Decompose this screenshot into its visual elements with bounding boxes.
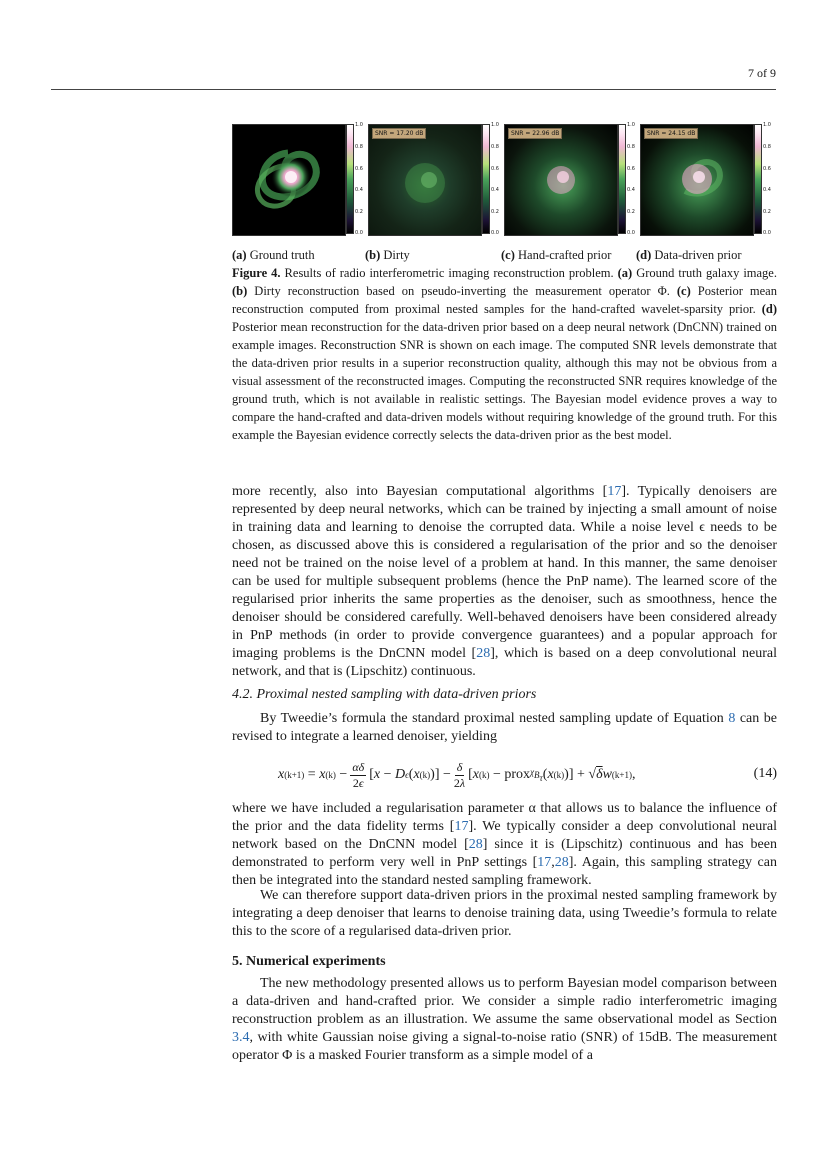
tick-label: 0.8: [355, 144, 363, 150]
colorbar: [482, 124, 490, 234]
text: The new methodology presented allows us to perform Bayesian model comparison between a data-driven and hand-crafted prior. We consider a simple radio interferometric imaging reconstruction problem as an illustration. We assume the same observational model as Section: [232, 976, 777, 1027]
paragraph-tweedie: [232, 710, 777, 746]
citation-link[interactable]: 28: [554, 855, 569, 870]
snr-badge: SNR = 22.96 dB: [508, 128, 562, 139]
page-number: 7 of 9: [748, 66, 776, 80]
tick-label: 0.8: [763, 144, 771, 150]
caption-text: Posterior mean reconstruction computed from proximal nested samples for the hand-crafted wavelet-sparsity prior.: [232, 284, 777, 316]
tick-label: 0.2: [491, 209, 499, 215]
caption-label: Figure 4.: [232, 266, 281, 280]
text: ], which is based on a deep convolutional neural network, and that is (Lipschitz) continuous.: [232, 646, 777, 679]
text: We can therefore support data-driven priors in the proximal nested sampling framework by integrating a deep denoiser that learns to denoise training data, using Tweedie’s formula to relate this to the score of a regularised data-driven prior.: [232, 888, 777, 939]
citation-link[interactable]: 17: [537, 855, 552, 870]
citation-link[interactable]: 28: [476, 646, 491, 661]
caption-ref: (b): [232, 284, 248, 298]
text: can be revised to integrate a learned denoiser, yielding: [232, 711, 777, 744]
subcaption-text: Dirty: [380, 248, 410, 262]
equation-number: (14): [753, 766, 777, 781]
subcaption-tag: (d): [636, 248, 652, 262]
figure-4: [232, 120, 777, 240]
galaxy-image-dirty: [368, 124, 482, 236]
galaxy-image-hand-crafted: [504, 124, 618, 236]
equation-14: [232, 755, 777, 795]
section-link[interactable]: 3.4: [232, 1030, 250, 1045]
equation-body: x (k+1) = x (k) − $\frac{\alpha\delta}{2\epsilon}$ [ x − D ϵ ( x (k) )] − $\frac{\delta}{2\lambda}$ [ x (k) − prox $\chi_{B_\tau}$ ( x (k) )] + √ δ w (k+1) ,: [278, 759, 636, 790]
subsection-heading: 4.2. Proximal nested sampling with data-driven priors: [232, 687, 537, 702]
caption-text: Dirty reconstruction based on pseudo-inverting the measurement operator Φ.: [247, 284, 677, 298]
text: ]. Again, this sampling strategy can then be integrated into the standard nested sampling framework.: [232, 855, 777, 888]
tick-label: 0.0: [763, 230, 771, 236]
paragraph-denoisers: [232, 483, 777, 681]
galaxy-image-data-driven: [640, 124, 754, 236]
subcaption-d: [636, 248, 742, 263]
section-heading: 5. Numerical experiments: [232, 954, 386, 969]
citation-link[interactable]: 17: [454, 819, 469, 834]
subcaption-a: [232, 248, 315, 263]
caption-text: Results of radio interferometric imaging reconstruction problem.: [280, 266, 618, 280]
tick-label: 0.4: [763, 187, 771, 193]
tick-label: 0.2: [763, 209, 771, 215]
text: more recently, also into Bayesian computational algorithms [: [232, 484, 608, 499]
snr-badge: SNR = 17.20 dB: [372, 128, 426, 139]
citation-link[interactable]: 17: [607, 484, 622, 499]
text: where we have included a regularisation parameter α that allows us to balance the influence of the prior and the data fidelity terms [: [232, 801, 777, 834]
tick-label: 1.0: [763, 122, 771, 128]
subcaption-tag: (c): [501, 248, 515, 262]
header-rule: [51, 89, 776, 90]
paragraph-support: [232, 887, 777, 941]
caption-text: Ground truth galaxy image.: [632, 266, 777, 280]
tick-label: 0.6: [627, 166, 635, 172]
subcaption-tag: (a): [232, 248, 247, 262]
tick-label: 1.0: [491, 122, 499, 128]
text: ]. Typically denoisers are represented by deep neural networks, which can be trained by injecting a small amount of noise in training data and learning to denoise the corrupted data. While a noise level ϵ needs to be chosen, as discussed above this is considered a regularisation of the prior and so the denoiser need not be trained on the noise level of a problem at hand. In this manner, the same denoiser can be used for multiple subsequent problems (hence the PnP name). The learned score of the regularised prior inherits the same properties as the denoiser, such as smoothness, hence the denoiser should be considered carefully. Well-behaved denoisers have been considered already in PnP methods (in order to provide convergence guarantees) and a popular approach for imaging problems is the DnCNN model [: [232, 484, 777, 661]
colorbar: [754, 124, 762, 234]
tick-label: 0.4: [627, 187, 635, 193]
subcaption-c: [501, 248, 611, 263]
tick-label: 0.6: [355, 166, 363, 172]
colorbar: [346, 124, 354, 234]
panel-data-driven: [640, 120, 776, 236]
caption-ref: (a): [617, 266, 633, 280]
figure-caption: [232, 264, 777, 444]
tick-label: 0.4: [355, 187, 363, 193]
tick-label: 0.8: [491, 144, 499, 150]
tick-label: 0.2: [627, 209, 635, 215]
subcaption-b: [365, 248, 410, 263]
text: , with white Gaussian noise giving a signal-to-noise ratio (SNR) of 15dB. The measurement operator Φ is a masked Fourier transform as a simple model of a: [232, 1030, 777, 1063]
tick-label: 0.6: [491, 166, 499, 172]
panel-hand-crafted: [504, 120, 640, 236]
caption-ref: (d): [761, 302, 777, 316]
tick-label: 0.8: [627, 144, 635, 150]
tick-label: 1.0: [355, 122, 363, 128]
equation-link[interactable]: 8: [728, 711, 736, 726]
caption-ref: (c): [676, 284, 691, 298]
tick-label: 0.2: [355, 209, 363, 215]
text: ]. We typically consider a deep convolutional neural network based on the DnCNN model [: [232, 819, 777, 852]
galaxy-image-ground-truth: [232, 124, 346, 236]
tick-label: 0.4: [491, 187, 499, 193]
snr-badge: SNR = 24.15 dB: [644, 128, 698, 139]
subcaption-text: Data-driven prior: [651, 248, 742, 262]
caption-text: Posterior mean reconstruction for the data-driven prior based on a deep neural network (DnCNN) trained on example images. Reconstruction SNR is shown on each image. The computed SNR levels demonstrate that the data-driven prior results in a superior reconstruction quality, although this may not be obvious from a visual assessment of the reconstructed images. Computing the reconstructed SNR requires knowledge of the ground truth, which is not available in realistic settings. The Bayesian model evidence proves a way to compare the hand-crafted and data-driven models without requiring knowledge of the ground truth. For this example the Bayesian evidence correctly selects the data-driven prior as the best model.: [232, 320, 777, 442]
subcaption-text: Hand-crafted prior: [514, 248, 612, 262]
paragraph-regularisation: [232, 800, 777, 890]
tick-label: 1.0: [627, 122, 635, 128]
text: By Tweedie’s formula the standard proximal nested sampling update of Equation: [260, 711, 729, 726]
colorbar-ticks: [763, 120, 779, 236]
tick-label: 0.0: [355, 230, 363, 236]
panel-dirty: [368, 120, 504, 236]
panel-ground-truth: [232, 120, 368, 236]
tick-label: 0.0: [491, 230, 499, 236]
text: ] since it is (Lipschitz) continuous and has been demonstrated to perform very well in PnP settings [: [232, 837, 777, 870]
subcaption-tag: (b): [365, 248, 381, 262]
citation-link[interactable]: 28: [468, 837, 483, 852]
tick-label: 0.6: [763, 166, 771, 172]
paragraph-experiments: [232, 975, 777, 1065]
subcaption-text: Ground truth: [246, 248, 315, 262]
tick-label: 0.0: [627, 230, 635, 236]
colorbar: [618, 124, 626, 234]
text: ,: [551, 855, 555, 870]
